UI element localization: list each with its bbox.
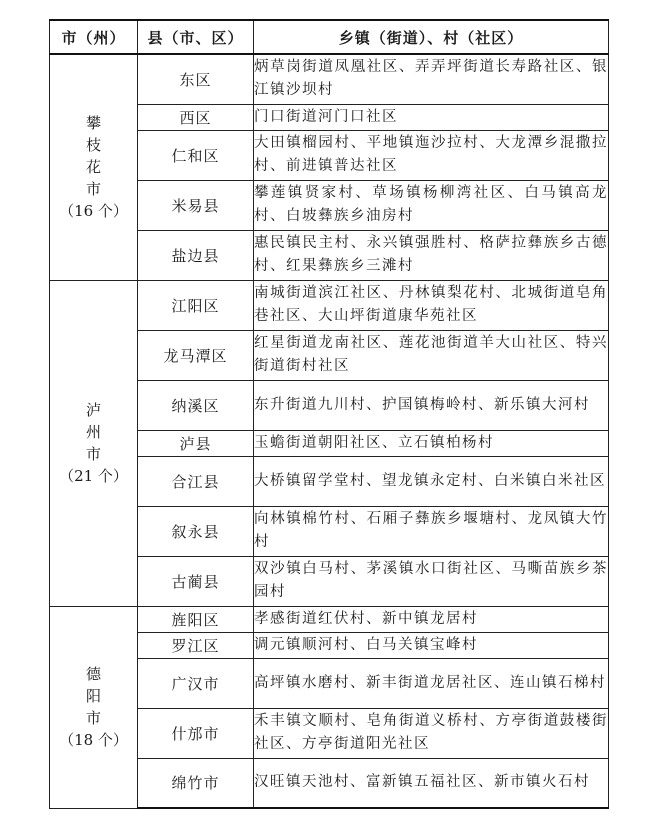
village-list-cell: 大田镇榴园村、平地镇迤沙拉村、大龙潭乡混撒拉村、前进镇普达社区 xyxy=(254,130,609,180)
village-list-cell: 向林镇棉竹村、石厢子彝族乡堰塘村、龙凤镇大竹村 xyxy=(254,506,609,556)
county-cell: 纳溪区 xyxy=(138,380,254,430)
village-list-cell: 大桥镇留学堂村、望龙镇永定村、白米镇白米社区 xyxy=(254,456,609,506)
city-count: （21 个） xyxy=(59,467,128,485)
header-county: 县（市、区） xyxy=(138,20,254,54)
village-list-cell: 双沙镇白马村、茅溪镇水口街社区、马嘶苗族乡茶园村 xyxy=(254,556,609,606)
table-header-row xyxy=(50,20,609,54)
county-cell: 米易县 xyxy=(138,180,254,230)
county-cell: 罗江区 xyxy=(138,632,254,658)
city-name: 德阳市 xyxy=(85,665,101,727)
county-cell: 旌阳区 xyxy=(138,606,254,632)
village-list-cell: 玉蟾街道朝阳社区、立石镇柏杨村 xyxy=(254,430,609,456)
county-cell: 东区 xyxy=(138,54,254,104)
county-cell: 绵竹市 xyxy=(138,758,254,808)
county-cell: 广汉市 xyxy=(138,658,254,708)
city-count: （16 个） xyxy=(59,202,128,221)
village-list-cell: 禾丰镇文顺村、皂角街道义桥村、方亭街道鼓楼街社区、方亭街道阳光社区 xyxy=(254,708,609,758)
county-cell: 什邡市 xyxy=(138,708,254,758)
village-list-cell: 炳草岗街道凤凰社区、弄弄坪街道长寿路社区、银江镇沙坝村 xyxy=(254,54,609,104)
village-list-cell: 惠民镇民主村、永兴镇强胜村、格萨拉彝族乡古德村、红果彝族乡三滩村 xyxy=(254,230,609,280)
table-row xyxy=(50,54,609,104)
village-list-cell: 调元镇顺河村、白马关镇宝峰村 xyxy=(254,632,609,658)
table-row xyxy=(50,606,609,632)
village-list-cell: 南城街道滨江社区、丹林镇梨花村、北城街道皂角巷社区、大山坪街道康华苑社区 xyxy=(254,280,609,330)
county-cell: 仁和区 xyxy=(138,130,254,180)
city-name: 攀枝花市 xyxy=(85,114,101,199)
city-name: 泸州市 xyxy=(85,401,101,463)
header-items: 乡镇（街道）、村（社区） xyxy=(254,20,609,54)
village-list-cell: 东升街道九川村、护国镇梅岭村、新乐镇大河村 xyxy=(254,380,609,430)
county-cell: 盐边县 xyxy=(138,230,254,280)
county-cell: 龙马潭区 xyxy=(138,330,254,380)
city-cell xyxy=(50,606,138,808)
village-list-cell: 攀莲镇贤家村、草场镇杨柳湾社区、白马镇高龙村、白坡彝族乡油房村 xyxy=(254,180,609,230)
city-cell xyxy=(50,54,138,280)
county-cell: 古蔺县 xyxy=(138,556,254,606)
header-city: 市（州） xyxy=(50,20,138,54)
table-body xyxy=(50,54,609,808)
village-list-cell: 汉旺镇天池村、富新镇五福社区、新市镇火石村 xyxy=(254,758,609,808)
village-list-cell: 门口街道河门口社区 xyxy=(254,104,609,130)
city-cell xyxy=(50,280,138,606)
county-cell: 合江县 xyxy=(138,456,254,506)
county-cell: 泸县 xyxy=(138,430,254,456)
village-list-cell: 红星街道龙南社区、莲花池街道羊大山社区、特兴街道街村社区 xyxy=(254,330,609,380)
table-row xyxy=(50,280,609,330)
village-list-cell: 高坪镇水磨村、新丰街道龙居社区、连山镇石梯村 xyxy=(254,658,609,708)
county-cell: 叙永县 xyxy=(138,506,254,556)
city-count: （18 个） xyxy=(59,731,128,749)
county-village-table xyxy=(49,19,609,809)
county-cell: 江阳区 xyxy=(138,280,254,330)
village-list-cell: 孝感街道红伏村、新中镇龙居村 xyxy=(254,606,609,632)
county-cell: 西区 xyxy=(138,104,254,130)
